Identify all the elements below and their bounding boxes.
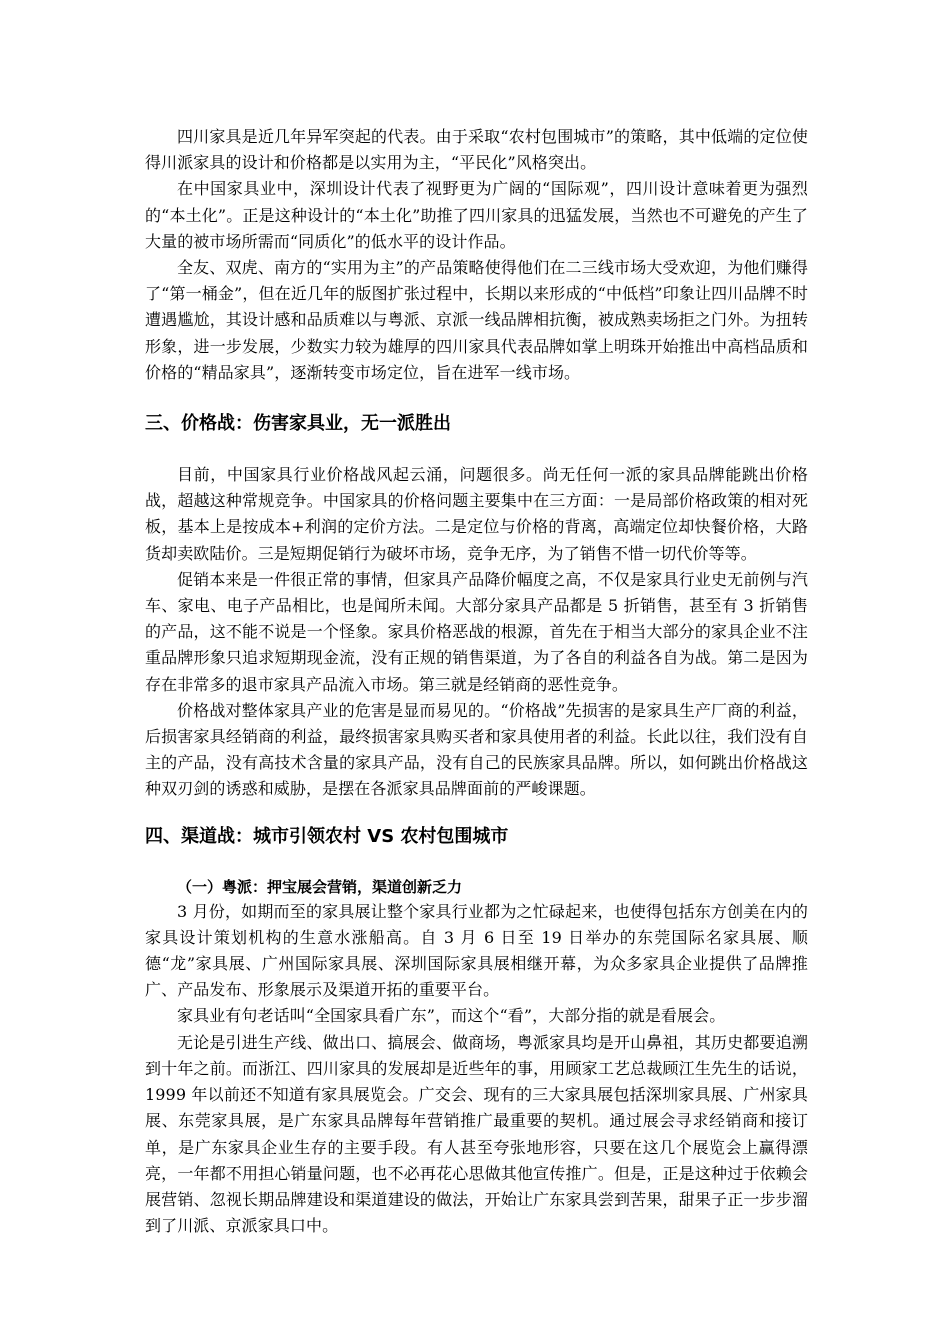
body-paragraph: 家具业有句老话叫“全国家具看广东”，而这个“看”，大部分指的就是看展会。 — [177, 1006, 726, 1026]
section-heading-price-war: 三、价格战：伤害家具业，无一派胜出 — [145, 413, 451, 435]
body-paragraph: 四川家具是近几年异军突起的代表。由于采取“农村包围城市”的策略，其中低端的定位使得川派家具的设计和价格都是以实用为主，“平民化”风格突出。 — [145, 127, 808, 173]
body-paragraph: 促销本来是一件很正常的事情，但家具产品降价幅度之高，不仅是家具行业史无前例与汽车、家电、电子产品相比，也是闻所未闻。大部分家具产品都是 5 折销售，甚至有 3 折销售的产品，这不能不说是一个怪象。家具价格恶战的根源，首先在于相当大部分的家具企业不注重品牌形象只追求短期现金流，没有正规的销售渠道，为了各自的利益各自为战。第二是因为存在非常多的退市家具产品流入市场。第三就是经销商的恶性竞争。 — [145, 569, 808, 694]
body-paragraph: 全友、双虎、南方的“实用为主”的产品策略使得他们在二三线市场大受欢迎，为他们赚得了“第一桶金”，但在近几年的版图扩张过程中，长期以来形成的“中低档”印象让四川品牌不时遭遇尴尬，其设计感和品质难以与粤派、京派一线品牌相抗衡，被成熟卖场拒之门外。为扭转形象，进一步发展，少数实力较为雄厚的四川家具代表品牌如掌上明珠开始推出中高档品质和价格的“精品家具”，逐渐转变市场定位，旨在进军一线市场。 — [145, 258, 808, 382]
body-paragraph: 在中国家具业中，深圳设计代表了视野更为广阔的“国际观”，四川设计意味着更为强烈的“本土化”。正是这种设计的“本土化”助推了四川家具的迅猛发展，当然也不可避免的产生了大量的被市场所需而“同质化”的低水平的设计作品。 — [145, 179, 808, 251]
body-paragraph: 无论是引进生产线、做出口、搞展会、做商场，粤派家具均是开山鼻祖，其历史都要追溯到十年之前。而浙江、四川家具的发展却是近些年的事，用顾家工艺总裁顾江生先生的话说，1999 年以前还不知道有家具展览会。广交会、现有的三大家具展包括深圳家具展、广州家具展、东莞家具展，是广东家具品牌每年营销推广最重要的契机。通过展会寻求经销商和接订单，是广东家具企业生存的主要手段。有人甚至夸张地形容，只要在这几个展览会上赢得漂亮，一年都不用担心销量问题，也不必再花心思做其他宣传推广。但是，正是这种过于依赖会展营销、忽视长期品牌建设和渠道建设的做法，开始让广东家具尝到苦果，甜果子正一步步溜到了川派、京派家具口中。 — [145, 1032, 808, 1236]
body-paragraph: 价格战对整体家具产业的危害是显而易见的。“价格战”先损害的是家具生产厂商的利益，后损害家具经销商的利益，最终损害家具购买者和家具使用者的利益。长此以往，我们没有自主的产品，没有高技术含量的家具产品，没有自己的民族家具品牌。所以，如何跳出价格战这种双刃剑的诱惑和威胁，是摆在各派家具品牌面前的严峻课题。 — [145, 700, 808, 799]
document-page — [145, 124, 808, 1239]
section-heading-channel-war: 四、渠道战：城市引领农村 VS 农村包围城市 — [145, 825, 509, 847]
body-paragraph: 3 月份，如期而至的家具展让整个家具行业都为之忙碌起来，也使得包括东方创美在内的家具设计策划机构的生意水涨船高。自 3 月 6 日至 19 日举办的东莞国际名家具展、顺德“龙”家具展、广州国际家具展、深圳国际家具展相继开幕，为众多家具企业提供了品牌推广、产品发布、形象展示及渠道开拓的重要平台。 — [145, 901, 808, 1000]
subsection-heading-guangdong: （一）粤派：押宝展会营销，渠道创新乏力 — [177, 877, 463, 896]
body-paragraph: 目前，中国家具行业价格战风起云涌，问题很多。尚无任何一派的家具品牌能跳出价格战，超越这种常规竞争。中国家具的价格问题主要集中在三方面：一是局部价格政策的相对死板，基本上是按成本+利润的定价方法。二是定位与价格的背离，高端定位却快餐价格，大路货却卖欧陆价。三是短期促销行为破坏市场，竞争无序，为了销售不惜一切代价等等。 — [145, 465, 808, 563]
